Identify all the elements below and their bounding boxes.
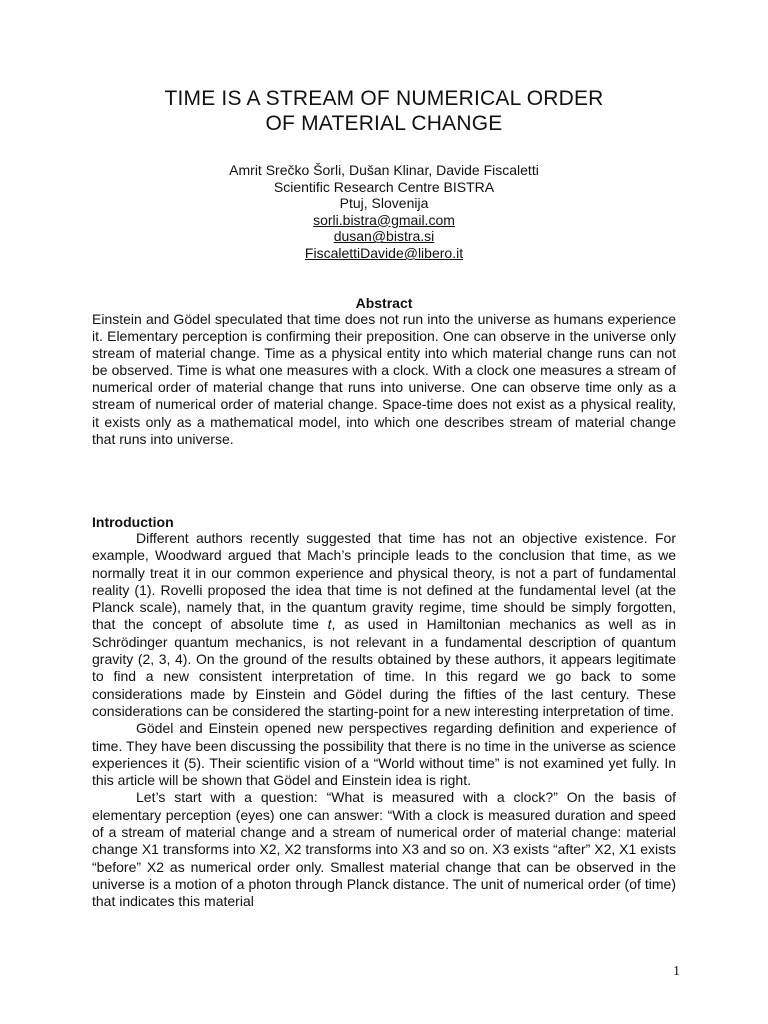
author-names: Amrit Srečko Šorli, Dušan Klinar, Davide Fiscaletti	[229, 162, 539, 178]
page-number: 1	[673, 964, 680, 979]
introduction-paragraph-2: Gödel and Einstein opened new perspectives regarding definition and experience of time. They have been discussing the possibility that there is no time in the universe as science experiences it (5). Their scientific vision of a “World without time” is not examined yet fully. In this article will be shown that Gödel and Einstein idea is right.	[92, 720, 676, 789]
author-block	[0, 162, 768, 262]
introduction-body	[92, 530, 676, 911]
introduction-paragraph-1	[92, 530, 676, 720]
paragraph-1-text-b: , as used in Hamiltonian mechanics as well as in Schrödinger quantum mechanics, is not relevant in a fundamental description of quantum gravity (2, 3, 4). On the ground of the results obtained by these authors, it appears legitimate to find a new consistent interpretation of time. In this regard we go back to some considerations made by Einstein and Gödel during the fifties of the last century. These considerations can be considered the starting-point for a new interesting interpretation of time.	[92, 616, 676, 719]
author-location: Ptuj, Slovenija	[339, 195, 429, 212]
author-institution: Scientific Research Centre BISTRA	[273, 178, 495, 195]
email-link-sorli[interactable]: sorli.bistra@gmail.com	[313, 211, 455, 228]
title-line-1: TIME IS A STREAM OF NUMERICAL ORDER	[164, 87, 604, 110]
introduction-heading: Introduction	[92, 514, 174, 530]
email-link-klinar[interactable]: dusan@bistra.si	[333, 228, 435, 245]
introduction-paragraph-3: Let’s start with a question: “What is measured with a clock?” On the basis of elementary perception (eyes) one can answer: “With a clock is measured duration and speed of a stream of material change and a stream of numerical order of material change: material change X1 transforms into X2, X2 transforms into X3 and so on. X3 exists “after” X2, X1 exists “before” X2 as numerical order only. Smallest material change that can be observed in the universe is a motion of a photon through Planck distance. The unit of numerical order (of time) that indicates this material	[92, 789, 676, 910]
abstract-heading: Abstract	[355, 295, 413, 311]
title-line-2: OF MATERIAL CHANGE	[265, 112, 503, 135]
absolute-time-symbol: t	[327, 616, 332, 633]
paragraph-1-text-a: Different authors recently suggested that time has not an objective existence. For example, Woodward argued that Mach’s principle leads to the conclusion that time, as we normally treat it in our common experience and physical theory, is not a part of fundamental reality (1). Rovelli proposed the idea that time is not defined at the fundamental level (at the Planck scale), namely that, in the quantum gravity regime, time should be simply forgotten, that the concept of absolute time	[92, 530, 676, 633]
abstract-text: Einstein and Gödel speculated that time does not run into the universe as humans experience it. Elementary perception is confirming their preposition. One can observe in the universe only stream of material change. Time as a physical entity into which material change runs can not be observed. Time is what one measures with a clock. With a clock one measures a stream of numerical order of material change that runs into universe. One can observe time only as a stream of numerical order of material change. Space-time does not exist as a physical reality, it exists only as a mathematical model, into which one describes stream of material change that runs into universe.	[92, 311, 676, 447]
email-link-fiscaletti[interactable]: FiscalettiDavide@libero.it	[304, 244, 464, 261]
paper-title	[0, 86, 768, 136]
